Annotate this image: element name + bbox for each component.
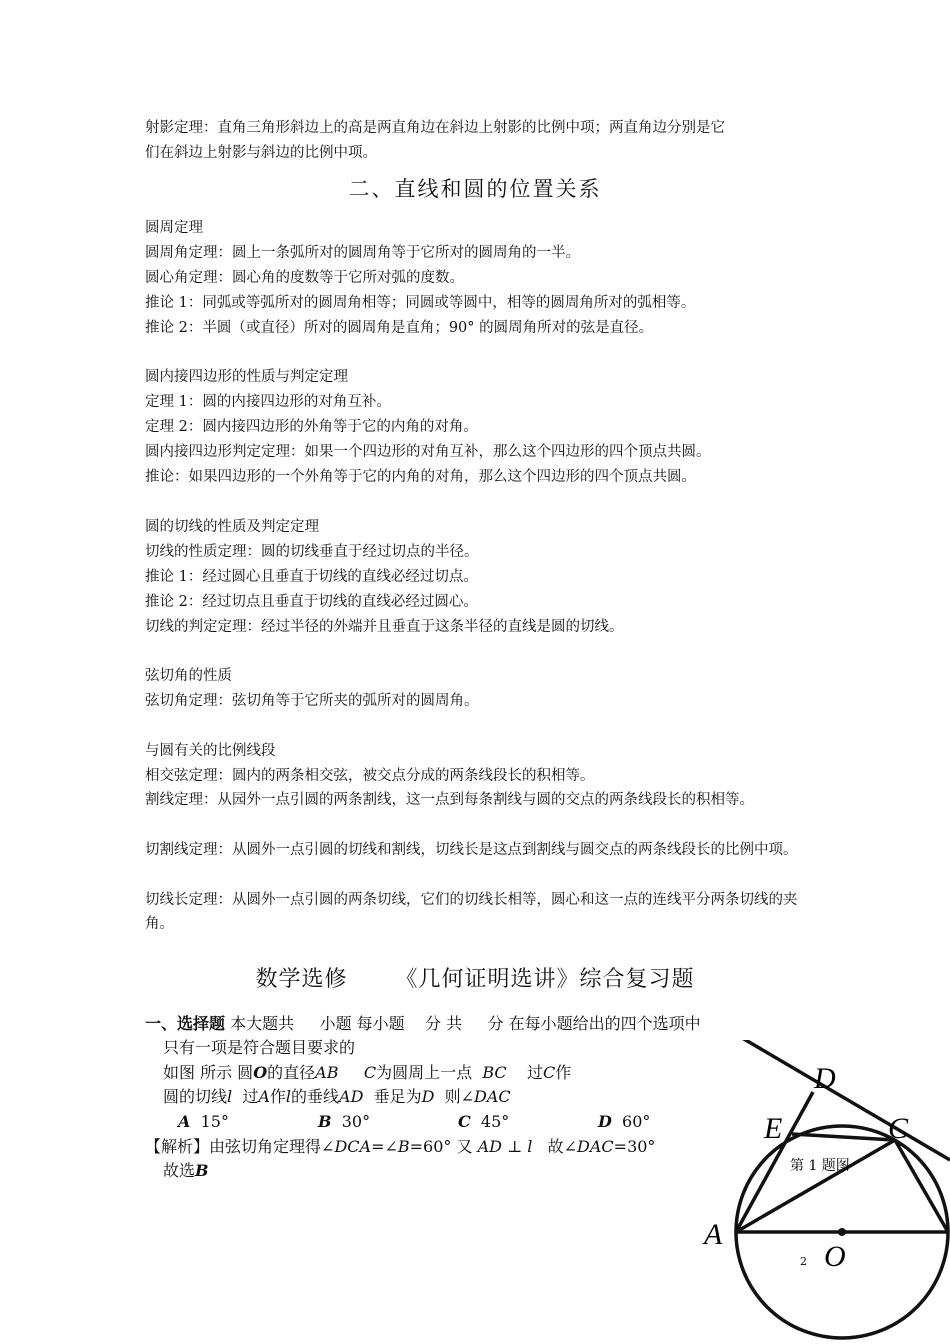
review-title-right: 《几何证明选讲》综合复习题 <box>395 967 695 992</box>
section-desc: 小题 每小题 <box>319 1014 405 1033</box>
q-text: 作 <box>269 1087 286 1106</box>
q-var: l <box>527 1137 533 1156</box>
review-title-left: 数学选修 <box>255 967 348 992</box>
q-text: 为圆周上一点 <box>376 1063 473 1082</box>
theorem-item: 推论 2：半圆（或直径）所对的圆周角是直角；90° 的圆周角所对的弦是直径。 <box>145 320 654 336</box>
theorem-item: 切线的性质定理：圆的切线垂直于经过切点的半径。 <box>145 544 479 560</box>
q-text: 作 <box>555 1063 572 1082</box>
option-a[interactable] <box>178 1112 229 1131</box>
theorem-item: 定理 2：圆内接四边形的外角等于它的内角的对角。 <box>145 419 478 435</box>
label-c: C <box>888 1112 909 1145</box>
shadow-theorem-line-2: 们在斜边上射影与斜边的比例中项。 <box>145 145 377 161</box>
option-letter: B <box>318 1112 332 1131</box>
q-text: =30° <box>613 1137 656 1156</box>
theorem-item: 圆周角定理：圆上一条弧所对的圆周角等于它所对的圆周角的一半。 <box>145 245 580 261</box>
section-desc: 本大题共 <box>230 1014 295 1033</box>
section-one-label: 一、选择题 <box>145 1014 226 1033</box>
label-o: O <box>824 1240 846 1273</box>
label-d: D <box>814 1062 836 1095</box>
heading-tangent: 圆的切线的性质及判定定理 <box>145 519 319 535</box>
shadow-theorem-line-1: 射影定理：直角三角形斜边上的高是两直角边在斜边上射影的比例中项；两直角边分别是它 <box>145 120 725 136</box>
review-title <box>0 962 950 993</box>
q-var: D <box>421 1087 435 1106</box>
q-text: 故∠ <box>547 1137 578 1156</box>
question-1-line-2 <box>163 1085 511 1109</box>
q-var: O <box>253 1063 268 1082</box>
section-desc-line-2: 只有一项是符合题目要求的 <box>163 1038 356 1057</box>
section-title-line-circle: 二、直线和圆的位置关系 <box>348 177 602 201</box>
option-value: 45° <box>480 1112 510 1131</box>
q-var: DAC <box>474 1087 511 1106</box>
q-text: 的直径 <box>267 1063 316 1082</box>
option-letter: D <box>598 1112 612 1131</box>
theorem-item: 弦切角定理：弦切角等于它所夹的弧所对的圆周角。 <box>145 693 479 709</box>
q-var: AD <box>477 1137 502 1156</box>
segment-ec <box>792 1134 895 1140</box>
figure-caption: 第 1 题图 <box>790 1158 850 1174</box>
theorem-item: 切线长定理：从圆外一点引圆的两条切线，它们的切线长相等，圆心和这一点的连线平分两条切线的夹角。 <box>145 892 798 932</box>
theorem-item: 相交弦定理：圆内的两条相交弦，被交点分成的两条线段长的积相等。 <box>145 768 595 784</box>
q-text: 过 <box>242 1087 259 1106</box>
q-var: l <box>285 1087 292 1106</box>
q-text: 如图 所示 圆 <box>163 1063 254 1082</box>
theorem-item: 圆内接四边形判定定理：如果一个四边形的对角互补，那么这个四边形的四个顶点共圆。 <box>145 444 711 460</box>
option-value: 15° <box>200 1112 229 1131</box>
heading-proportional-segments: 与圆有关的比例线段 <box>145 743 276 759</box>
theorem-item: 推论 2：经过切点且垂直于切线的直线必经过圆心。 <box>145 594 478 610</box>
q-var: l <box>227 1087 233 1106</box>
q-var: AD <box>339 1087 364 1106</box>
page-number: 2 <box>800 1255 807 1268</box>
question-1-line-1 <box>163 1061 571 1085</box>
theorem-item: 圆心角定理：圆心角的度数等于它所对弧的度数。 <box>145 270 464 286</box>
section-desc: 分 在每小题给出的四个选项中 <box>487 1014 701 1033</box>
q-text: 则∠ <box>444 1087 475 1106</box>
q-text: 过 <box>526 1063 543 1082</box>
q-var: B <box>397 1137 410 1156</box>
heading-inscribed-angle: 圆周定理 <box>145 220 203 236</box>
q-text: 垂足为 <box>373 1087 422 1106</box>
theorem-item: 切线的判定定理：经过半径的外端并且垂直于这条半径的直线是圆的切线。 <box>145 619 624 635</box>
q-var: B <box>195 1161 209 1180</box>
option-d[interactable] <box>598 1112 650 1131</box>
q-var: BC <box>482 1063 507 1082</box>
q-var: A <box>258 1087 270 1106</box>
option-b[interactable] <box>318 1112 370 1131</box>
q-text: =∠ <box>371 1137 398 1156</box>
q-var: C <box>363 1063 377 1082</box>
heading-inscribed-quadrilateral: 圆内接四边形的性质与判定定理 <box>145 369 348 385</box>
analysis-line <box>145 1135 655 1159</box>
q-text: 由弦切角定理得∠ <box>209 1137 335 1156</box>
section-one-header <box>145 1012 701 1036</box>
theorem-item: 推论 1：同弧或等弧所对的圆周角相等；同圆或等圆中，相等的圆周角所对的弧相等。 <box>145 295 696 311</box>
geometry-figure <box>690 1040 950 1344</box>
q-text: 的垂线 <box>291 1087 340 1106</box>
theorem-item: 推论 1：经过圆心且垂直于切线的直线必经过切点。 <box>145 569 478 585</box>
heading-chord-tangent: 弦切角的性质 <box>145 668 232 684</box>
label-e: E <box>764 1112 783 1145</box>
theorem-item: 推论：如果四边形的一个外角等于它的内角的对角，那么这个四边形的四个顶点共圆。 <box>145 469 696 485</box>
q-var: DAC <box>577 1137 614 1156</box>
q-text: =60° 又 <box>409 1137 473 1156</box>
q-var: C <box>542 1063 556 1082</box>
center-point-o <box>838 1228 846 1236</box>
answer-line <box>163 1159 209 1183</box>
q-text: 圆的切线 <box>163 1087 228 1106</box>
section-desc: 分 共 <box>425 1014 463 1033</box>
q-text: 故选 <box>163 1161 196 1180</box>
option-value: 30° <box>341 1112 371 1131</box>
theorem-item: 割线定理：从园外一点引圆的两条割线，这一点到每条割线与圆的交点的两条线段长的积相等。 <box>145 792 754 808</box>
theorem-item: 定理 1：圆的内接四边形的对角互补。 <box>145 394 391 410</box>
q-var: AB <box>315 1063 339 1082</box>
theorem-item: 切割线定理：从圆外一点引圆的切线和割线，切线长是这点到割线与圆交点的两条线段长的比例中项。 <box>145 842 798 858</box>
option-letter: C <box>458 1112 471 1131</box>
q-var: DCA <box>334 1137 372 1156</box>
analysis-label: 【解析】 <box>145 1137 210 1156</box>
option-c[interactable] <box>458 1112 509 1131</box>
q-text: ⊥ <box>507 1137 523 1156</box>
label-a: A <box>704 1218 723 1251</box>
option-letter: A <box>178 1112 191 1131</box>
option-value: 60° <box>622 1112 651 1131</box>
